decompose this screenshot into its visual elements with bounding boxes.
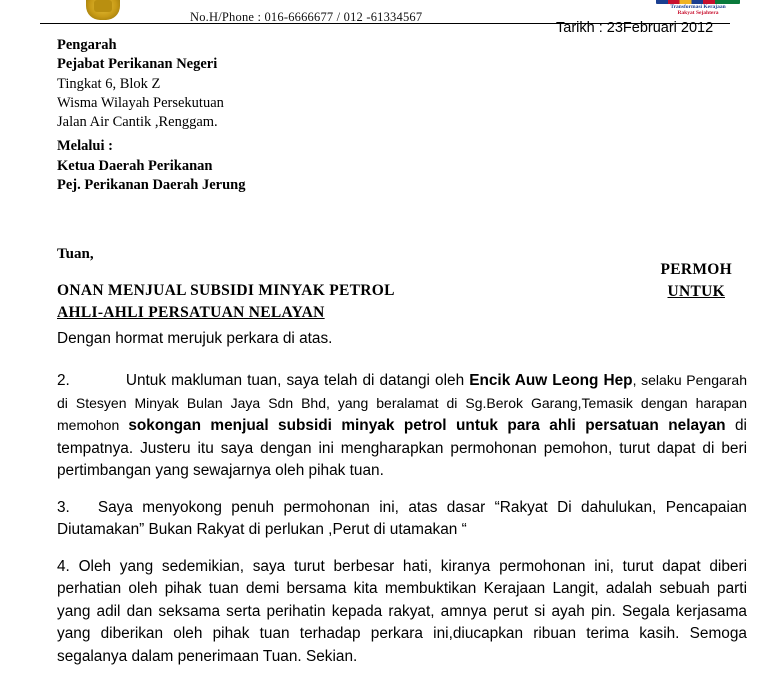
addressee-line-1: Pengarah bbox=[57, 37, 117, 53]
paragraph-2-bold-request: sokongan menjual subsidi minyak petrol untuk para ahli persatuan nelayan bbox=[128, 417, 726, 435]
melalui-line-1: Ketua Daerah Perikanan bbox=[57, 157, 213, 174]
addressee-line-3: Tingkat 6, Blok Z bbox=[57, 75, 161, 92]
paragraph-4 bbox=[57, 556, 747, 668]
melalui-line-2: Pej. Perikanan Daerah Jerung bbox=[57, 177, 246, 194]
paragraph-intro: Dengan hormat merujuk perkara di atas. bbox=[57, 330, 333, 347]
government-transformation-logo-icon bbox=[656, 0, 740, 21]
addressee-block bbox=[57, 36, 224, 132]
paragraph-2-part2: , selaku Pengarah di Stesyen Minyak Bulan Jaya Sdn Bhd, yang beralamat di Sg.Berok Garang,Temasik dengan harapan memohon bbox=[57, 372, 747, 434]
letter-body bbox=[57, 328, 747, 682]
subject-line-2: AHLI-AHLI PERSATUAN NELAYAN bbox=[57, 304, 325, 322]
subject-right-block bbox=[660, 259, 732, 304]
melalui-block bbox=[57, 137, 245, 196]
paragraph-2 bbox=[57, 370, 747, 482]
subject-line-1: ONAN MENJUAL SUBSIDI MINYAK PETROL bbox=[57, 282, 395, 299]
paragraph-3-text: Saya menyokong penuh permohonan ini, atas dasar “Rakyat Di dahulukan, Pencapaian Diutamakan” Bukan Rakyat di perlukan ,Perut di utamakan “ bbox=[57, 498, 747, 539]
addressee-line-2: Pejabat Perikanan Negeri bbox=[57, 56, 218, 73]
logo-line-1: Transformasi Kerajaan bbox=[670, 4, 726, 10]
addressee-line-5: Jalan Air Cantik ,Renggam. bbox=[57, 114, 218, 131]
subject-right-line-2: UNTUK bbox=[667, 283, 725, 301]
paragraph-2-part1: Untuk makluman tuan, saya telah di datangi oleh bbox=[125, 372, 470, 390]
paragraph-2-number: 2. bbox=[57, 372, 70, 390]
paragraph-3 bbox=[57, 497, 747, 542]
subject-right-line-1: PERMOH bbox=[660, 261, 732, 278]
paragraph-2-part3: di tempatnya. Justeru itu saya dengan ini mengharapkan permohonan pemohon, turut dapat di beri pertimbangan yang sewajarnya oleh pihak tuan. bbox=[57, 417, 747, 480]
melalui-label: Melalui : bbox=[57, 138, 113, 154]
subject-block bbox=[57, 280, 395, 325]
letterhead-contact: No.H/Phone : 016-6666677 / 012 -61334567 bbox=[190, 10, 423, 24]
paragraph-2-bold-name: Encik Auw Leong Hep bbox=[469, 372, 633, 390]
letter-date: Tarikh : 23Februari 2012 bbox=[556, 20, 714, 36]
malaysia-crest-icon bbox=[86, 0, 120, 20]
salutation: Tuan, bbox=[57, 246, 94, 262]
paragraph-4-text: Oleh yang sedemikian, saya turut berbesar hati, kiranya permohonan ini, turut dapat diberi perhatian oleh pihak tuan demi bersama kita membuktikan Kerajaan Langit, adalah sebuah parti yang adil dan seksama serta perihatin kepada rakyat, amnya perut si ayah pin. Segala kerjasama yang diberikan oleh pihak tuan terhadap perkara ini,diucapkan ribuan terima kasih. Semoga segalanya dalam penerimaan Tuan. Sekian. bbox=[57, 557, 747, 665]
paragraph-4-number: 4. bbox=[57, 557, 70, 575]
addressee-line-4: Wisma Wilayah Persekutuan bbox=[57, 94, 224, 111]
logo-line-2: Rakyat Sejahtera bbox=[677, 9, 719, 16]
paragraph-3-number: 3. bbox=[57, 498, 70, 516]
